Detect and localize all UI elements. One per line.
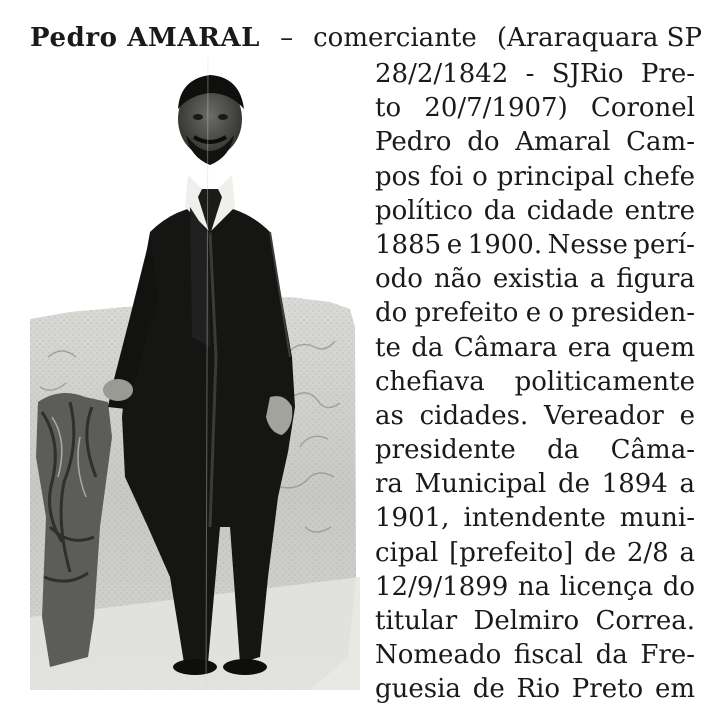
word: presiden- [571,298,695,329]
text-line [375,570,695,604]
word: perí- [633,229,695,260]
word: principal [496,161,615,192]
word: em [654,674,695,705]
word: político [375,195,473,226]
word: quem [621,332,695,363]
entry-occupation: comerciante [313,23,477,53]
text-line [375,501,695,535]
word: Cam- [626,127,695,158]
word: licença [559,571,654,602]
text-line [375,467,695,501]
word: na [517,571,551,602]
word: 28/2/1842 [375,59,509,89]
word: chefiava [375,366,485,397]
word: titular [375,606,458,636]
word: Vereador [544,400,664,431]
text-line [375,604,695,638]
text-line [375,228,695,262]
word: o [548,298,565,329]
word: e [446,229,463,260]
word: entre [624,195,695,226]
word: era [567,332,612,363]
text-line [375,433,695,467]
word: intendente [463,503,606,534]
word: Preto [571,674,644,705]
word: 1901, [375,503,450,534]
word: Câma- [610,435,695,466]
word: do [375,298,408,329]
text-line [375,672,695,706]
word: Pedro [375,127,452,158]
word: Amaral [515,127,611,158]
word: SJRio [551,59,624,89]
word: to [375,93,402,124]
word: - [525,59,535,89]
word: cidades. [419,400,529,431]
entry-name: Pedro AMARAL [30,23,261,53]
word: de [584,537,617,568]
word: de [557,469,591,500]
text-line [375,296,695,330]
word: cidade [526,195,614,226]
word: te [375,332,401,363]
word: Municipal [414,469,547,500]
word: presidente [375,435,516,466]
word: chefe [623,161,695,192]
word: foi [429,161,464,192]
word: Nomeado [375,640,502,671]
word: existia [492,264,579,295]
word: politicamente [514,366,695,397]
word: muni- [619,503,695,534]
text-line [375,91,695,125]
word: [prefeito] [449,537,574,568]
word: do [467,127,500,158]
word: o [472,161,488,192]
text-line [375,399,695,433]
word: guesia [375,674,461,705]
word: a [679,537,695,568]
word: prefeito [414,298,519,329]
entry-birth-open: (Araraquara SP [496,23,702,53]
word: figura [616,264,695,295]
word: Fre- [640,640,695,671]
text-line [375,194,695,228]
text-line [375,638,695,672]
text-line [375,57,695,91]
word: Pre- [640,59,695,89]
word: Nesse [547,229,628,260]
word: cipal [375,537,439,568]
word: 1900. [467,229,543,260]
word: as [375,400,404,431]
word: pos [375,161,421,192]
word: a [679,469,695,500]
word: e [679,400,695,431]
word: a [589,264,606,295]
text-line [375,331,695,365]
word: 12/9/1899 [375,571,509,602]
word: ra [375,469,403,500]
text-line [375,365,695,399]
text-line [375,160,695,194]
word: Câmara [453,332,558,363]
word: 1885 [375,229,442,260]
word: Rio [516,674,561,705]
word: 20/7/1907) [424,93,568,124]
word: não [433,264,482,295]
word: odo [375,264,423,295]
word: de [472,674,505,705]
word: do [662,571,695,602]
entry-heading-line [30,20,702,56]
word: e [525,298,542,329]
biography-text [375,57,695,707]
word: Coronel [590,93,695,124]
word: fiscal [513,640,583,671]
word: da [595,640,628,671]
entry-dash: – [280,23,294,53]
word: 1894 [601,469,668,500]
word: Correa. [595,606,695,636]
text-line [375,536,695,570]
word: 2/8 [626,537,669,568]
word: da [547,435,580,466]
portrait-photo [30,57,360,690]
word: Delmiro [473,606,580,636]
word: da [483,195,516,226]
word: da [411,332,444,363]
text-line [375,125,695,159]
text-line [375,262,695,296]
